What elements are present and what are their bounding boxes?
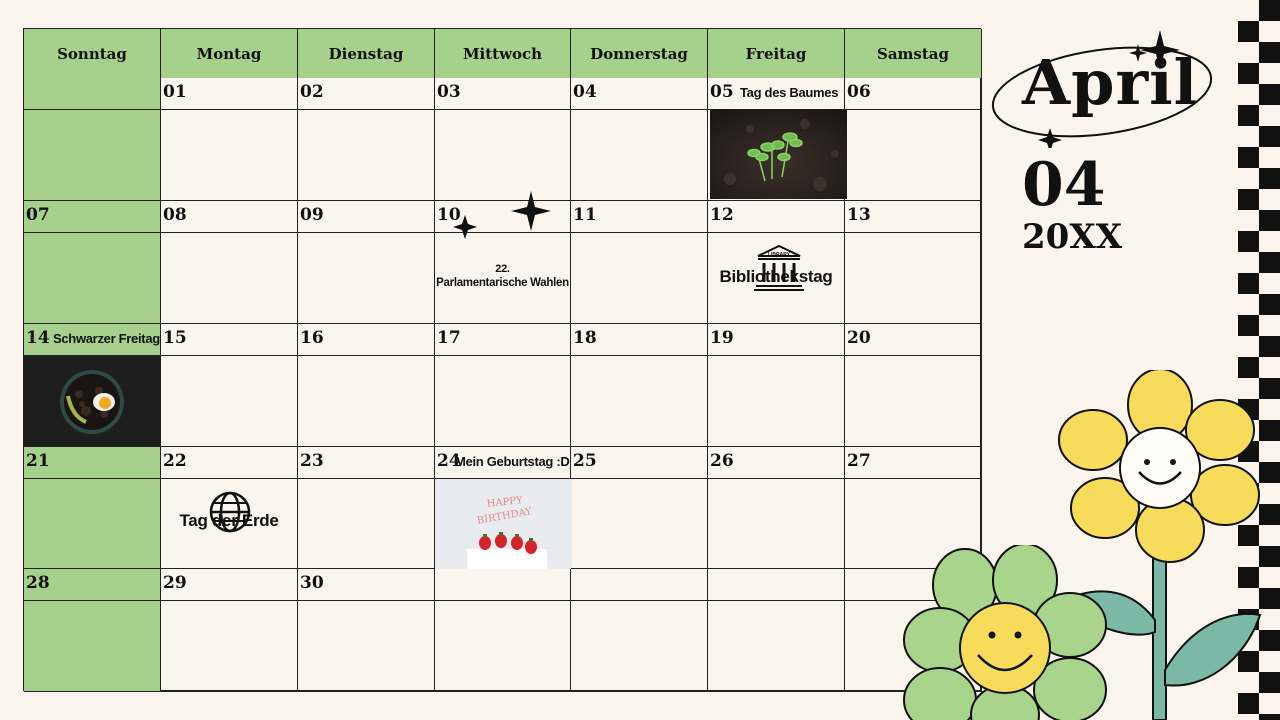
day-cell[interactable]	[571, 569, 708, 692]
day-cell[interactable]	[708, 201, 845, 324]
event-label-geburtstag: Mein Geburtstag :D	[455, 454, 570, 469]
day-number: 07	[26, 205, 50, 225]
day-cell[interactable]	[161, 324, 298, 447]
day-cell[interactable]	[24, 78, 161, 201]
day-cell[interactable]	[298, 447, 435, 569]
day-number: 30	[300, 573, 324, 593]
day-cell[interactable]	[24, 324, 161, 447]
day-number: 19	[710, 328, 734, 348]
day-number-row	[571, 569, 707, 601]
day-cell[interactable]	[435, 569, 571, 692]
day-cell[interactable]	[708, 78, 845, 201]
day-number: 13	[847, 205, 871, 225]
green-flower-illustration	[900, 545, 1115, 720]
cake-topper-birthday: BIRTHDAY	[476, 506, 533, 527]
day-cell[interactable]	[24, 201, 161, 324]
day-number-row	[708, 569, 844, 601]
weekday-header-montag: Montag	[161, 29, 298, 78]
day-number: 05	[710, 82, 734, 102]
weekday-header-samstag: Samstag	[845, 29, 982, 78]
bowl-photo	[24, 356, 161, 446]
day-number: 02	[300, 82, 324, 102]
day-cell[interactable]	[161, 201, 298, 324]
day-cell[interactable]	[435, 324, 571, 447]
day-number-row	[435, 569, 570, 601]
birthday-cake-photo	[435, 479, 572, 569]
day-cell[interactable]	[298, 569, 435, 692]
day-number: 28	[26, 573, 50, 593]
event-label-wahlen: Parlamentarische Wahlen	[436, 277, 569, 289]
day-number: 08	[163, 205, 187, 225]
day-cell[interactable]	[708, 569, 845, 692]
day-cell[interactable]	[845, 78, 982, 201]
day-number: 11	[573, 205, 597, 225]
day-number: 23	[300, 451, 324, 471]
month-number: 04	[1022, 150, 1106, 220]
day-cell[interactable]	[298, 78, 435, 201]
seedling-photo	[710, 109, 847, 199]
day-cell[interactable]	[571, 447, 708, 569]
day-cell[interactable]	[708, 447, 845, 569]
month-title: April	[1022, 46, 1199, 119]
day-number: 16	[300, 328, 324, 348]
day-cell[interactable]	[571, 78, 708, 201]
year-label: 20XX	[1022, 217, 1123, 257]
day-number: 10	[437, 205, 461, 225]
event-label-tag-der-erde: Tag der Erde	[179, 511, 279, 530]
day-number: 06	[847, 82, 871, 102]
day-cell[interactable]	[845, 324, 982, 447]
day-number: 09	[300, 205, 324, 225]
day-cell[interactable]	[298, 201, 435, 324]
day-number: 15	[163, 328, 187, 348]
day-cell[interactable]	[161, 78, 298, 201]
day-cell[interactable]	[708, 324, 845, 447]
day-number: 29	[163, 573, 187, 593]
day-cell[interactable]	[435, 78, 571, 201]
day-cell[interactable]	[571, 201, 708, 324]
day-number: 18	[573, 328, 597, 348]
weekday-header-sonntag: Sonntag	[24, 29, 161, 78]
day-cell[interactable]	[161, 569, 298, 692]
day-cell[interactable]	[571, 324, 708, 447]
day-cell[interactable]	[24, 569, 161, 692]
day-number: 03	[437, 82, 461, 102]
sparkle-icon	[451, 189, 561, 249]
day-number: 21	[26, 451, 50, 471]
day-number: 17	[437, 328, 461, 348]
weekday-header-donnerstag: Donnerstag	[571, 29, 708, 78]
day-cell[interactable]	[435, 201, 571, 324]
library-icon	[754, 244, 804, 292]
day-cell[interactable]	[845, 201, 982, 324]
cake-topper-happy: HAPPY	[486, 495, 524, 510]
day-number: 14	[26, 328, 50, 348]
event-label-tag-des-baumes: Tag des Baumes	[740, 85, 839, 100]
day-number: 25	[573, 451, 597, 471]
event-label-wahlen-number: 22.	[495, 263, 510, 275]
day-number: 20	[847, 328, 871, 348]
event-label-schwarzer-freitag: Schwarzer Freitag	[53, 331, 160, 346]
day-number: 22	[163, 451, 187, 471]
library-sign-text: LIBRARY	[767, 252, 791, 258]
event-label-bibliothekstag: Bibliothekstag	[719, 267, 833, 286]
calendar-grid	[23, 28, 981, 691]
weekday-header-dienstag: Dienstag	[298, 29, 435, 78]
day-number: 27	[847, 451, 871, 471]
day-number: 01	[163, 82, 187, 102]
day-number: 26	[710, 451, 734, 471]
day-cell[interactable]	[435, 447, 571, 569]
day-number: 04	[573, 82, 597, 102]
day-cell[interactable]	[298, 324, 435, 447]
day-number-row	[24, 78, 160, 110]
day-cell[interactable]	[24, 447, 161, 569]
weekday-header-freitag: Freitag	[708, 29, 845, 78]
day-number: 24	[437, 451, 461, 471]
day-cell[interactable]	[161, 447, 298, 569]
weekday-header-mittwoch: Mittwoch	[435, 29, 571, 78]
day-number: 12	[710, 205, 734, 225]
